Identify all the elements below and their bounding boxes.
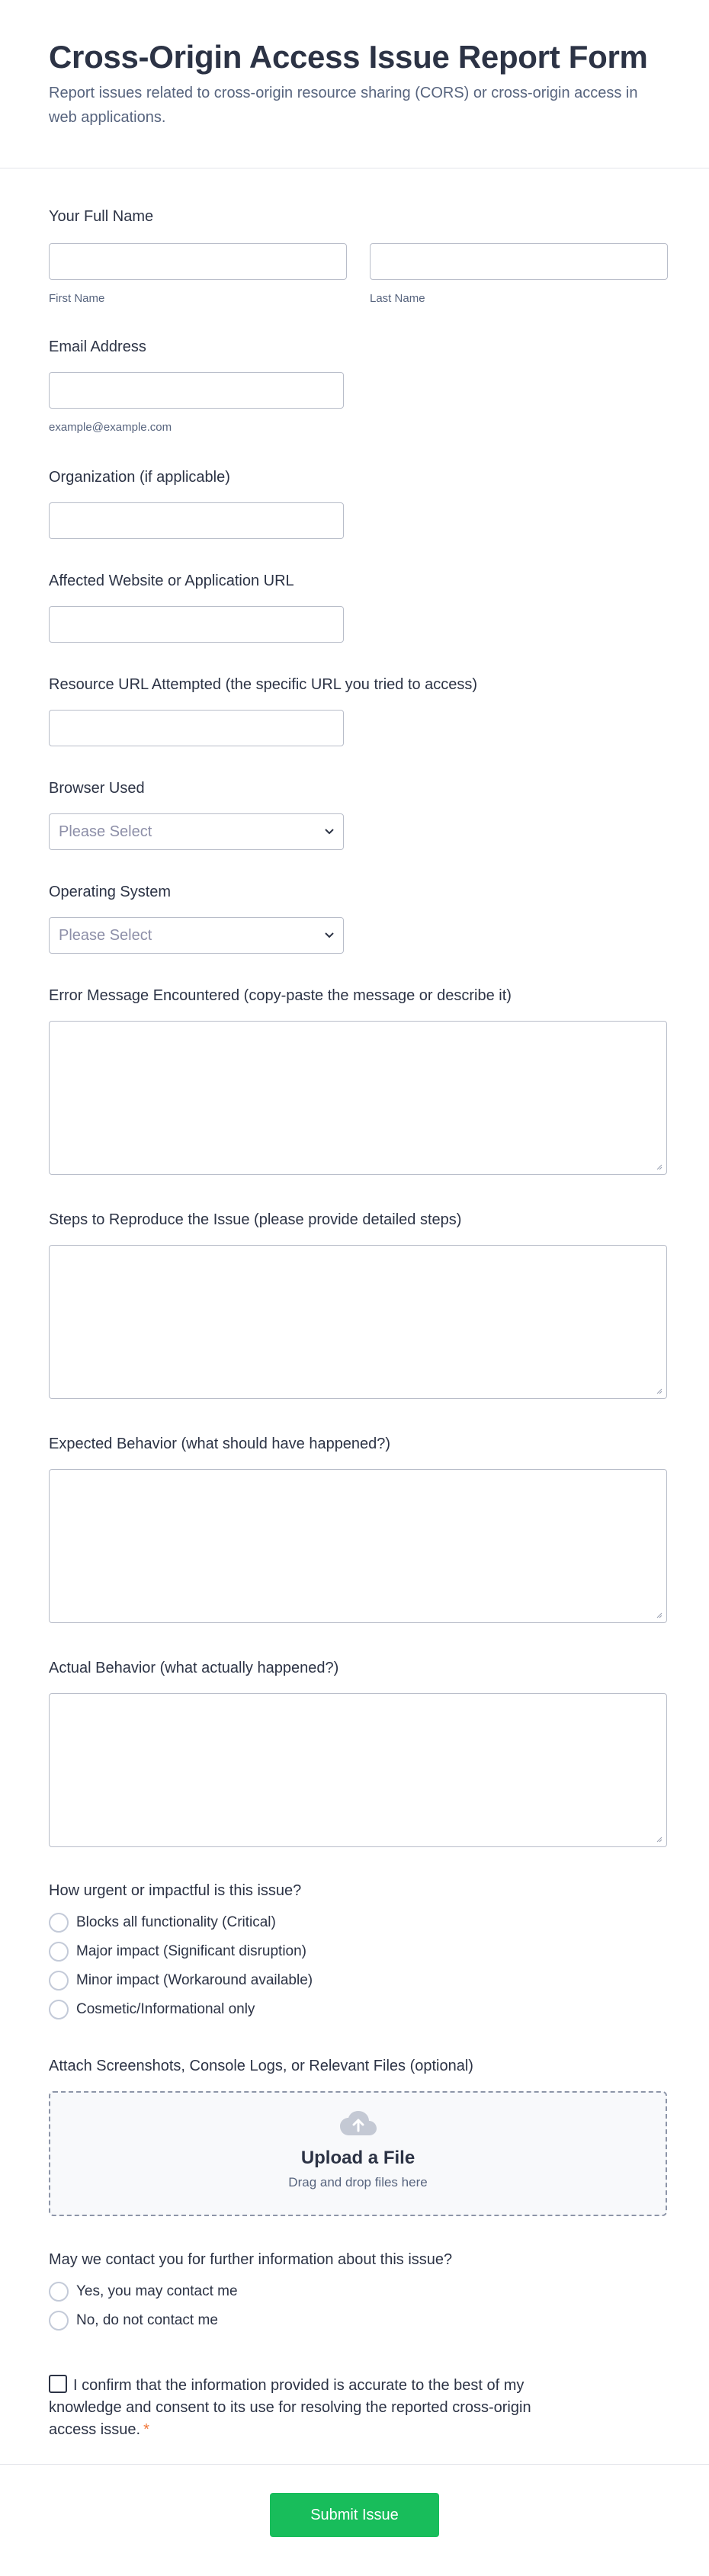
radio-button[interactable]	[49, 1942, 69, 1962]
last-name-col	[370, 243, 668, 305]
urgency-field	[49, 1881, 660, 2024]
os-label: Operating System	[49, 884, 172, 900]
organization-field	[49, 467, 660, 539]
error-message-wrapper	[49, 1021, 667, 1175]
error-message-label: Error Message Encountered (copy-paste the message or describe it)	[49, 987, 512, 1004]
form-header	[0, 0, 709, 168]
first-name-input[interactable]	[49, 243, 347, 280]
full-name-label: Your Full Name	[49, 208, 154, 225]
os-select-placeholder: Please Select	[59, 926, 152, 944]
expected-wrapper	[49, 1469, 667, 1623]
urgency-option-label: Minor impact (Workaround available)	[76, 1972, 313, 1988]
actual-label: Actual Behavior (what actually happened?)	[49, 1660, 339, 1676]
chevron-down-icon	[325, 932, 334, 938]
steps-wrapper	[49, 1245, 667, 1399]
first-name-sublabel: First Name	[49, 292, 105, 305]
consent-text: I confirm that the information provided is accurate to the best of my knowledge and consent to its use for resolving the reported cross-origin access issue.	[49, 2377, 531, 2438]
urgency-option[interactable]	[49, 1966, 660, 1995]
radio-button[interactable]	[49, 1971, 69, 1991]
email-input[interactable]	[49, 372, 344, 409]
os-select[interactable]	[49, 917, 344, 954]
urgency-label: How urgent or impactful is this issue?	[49, 1882, 302, 1899]
contact-options	[49, 2277, 660, 2335]
resource-url-field	[49, 675, 660, 746]
last-name-sublabel: Last Name	[370, 292, 425, 305]
file-upload-dropzone[interactable]	[49, 2091, 667, 2216]
submit-button[interactable]: Submit Issue	[270, 2493, 439, 2537]
browser-select-placeholder: Please Select	[59, 823, 152, 840]
chevron-down-icon	[325, 829, 334, 835]
email-label: Email Address	[49, 338, 146, 355]
expected-field	[49, 1434, 660, 1623]
radio-button[interactable]	[49, 1913, 69, 1933]
contact-option-label: No, do not contact me	[76, 2312, 218, 2328]
urgency-option[interactable]	[49, 1995, 660, 2024]
browser-select[interactable]	[49, 813, 344, 850]
error-message-textarea[interactable]	[49, 1021, 667, 1175]
affected-url-input[interactable]	[49, 606, 344, 643]
organization-input[interactable]	[49, 502, 344, 539]
email-sublabel: example@example.com	[49, 421, 172, 434]
required-asterisk: *	[143, 2421, 149, 2438]
organization-label: Organization (if applicable)	[49, 469, 230, 486]
resize-grip-icon[interactable]	[655, 1611, 662, 1618]
resize-grip-icon[interactable]	[655, 1387, 662, 1394]
actual-textarea[interactable]	[49, 1693, 667, 1847]
attachments-label: Attach Screenshots, Console Logs, or Relevant Files (optional)	[49, 2058, 473, 2074]
contact-label: May we contact you for further information about this issue?	[49, 2251, 453, 2268]
resize-grip-icon[interactable]	[655, 1835, 662, 1843]
name-row	[49, 243, 660, 305]
resource-url-label: Resource URL Attempted (the specific URL you tried to access)	[49, 676, 478, 693]
cloud-upload-icon	[338, 2109, 378, 2137]
urgency-option[interactable]	[49, 1908, 660, 1937]
contact-field	[49, 2250, 660, 2335]
expected-textarea[interactable]	[49, 1469, 667, 1623]
actual-field	[49, 1658, 660, 1847]
steps-textarea[interactable]	[49, 1245, 667, 1399]
radio-button[interactable]	[49, 2311, 69, 2331]
contact-option[interactable]	[49, 2277, 660, 2306]
resize-grip-icon[interactable]	[655, 1163, 662, 1170]
urgency-option-label: Major impact (Significant disruption)	[76, 1943, 307, 1959]
email-field	[49, 337, 660, 434]
contact-option-label: Yes, you may contact me	[76, 2283, 238, 2299]
os-field	[49, 882, 660, 954]
expected-label: Expected Behavior (what should have happened?)	[49, 1436, 391, 1452]
affected-url-field	[49, 571, 660, 643]
form-title: Cross-Origin Access Issue Report Form	[49, 39, 648, 75]
upload-subtitle: Drag and drop files here	[288, 2175, 428, 2189]
first-name-col	[49, 243, 347, 305]
error-message-field	[49, 986, 660, 1175]
urgency-option-label: Blocks all functionality (Critical)	[76, 1914, 276, 1930]
radio-button[interactable]	[49, 2000, 69, 2019]
contact-option[interactable]	[49, 2306, 660, 2335]
form-description: Report issues related to cross-origin resource sharing (CORS) or cross-origin access in web applications.	[49, 85, 638, 126]
resource-url-input[interactable]	[49, 710, 344, 746]
consent-checkbox[interactable]	[49, 2375, 67, 2393]
form-content	[0, 207, 709, 2441]
form-footer	[0, 2464, 709, 2576]
urgency-options	[49, 1908, 660, 2024]
steps-field	[49, 1210, 660, 1399]
attachments-field	[49, 2056, 660, 2216]
consent-field	[49, 2375, 660, 2441]
urgency-option[interactable]	[49, 1937, 660, 1966]
radio-button[interactable]	[49, 2282, 69, 2302]
urgency-option-label: Cosmetic/Informational only	[76, 2001, 255, 2017]
browser-field	[49, 778, 660, 850]
steps-label: Steps to Reproduce the Issue (please provide detailed steps)	[49, 1211, 462, 1228]
actual-wrapper	[49, 1693, 667, 1847]
affected-url-label: Affected Website or Application URL	[49, 573, 294, 589]
browser-label: Browser Used	[49, 780, 145, 797]
last-name-input[interactable]	[370, 243, 668, 280]
upload-title: Upload a File	[300, 2148, 415, 2168]
consent-statement	[49, 2375, 575, 2441]
full-name-field	[49, 207, 660, 305]
